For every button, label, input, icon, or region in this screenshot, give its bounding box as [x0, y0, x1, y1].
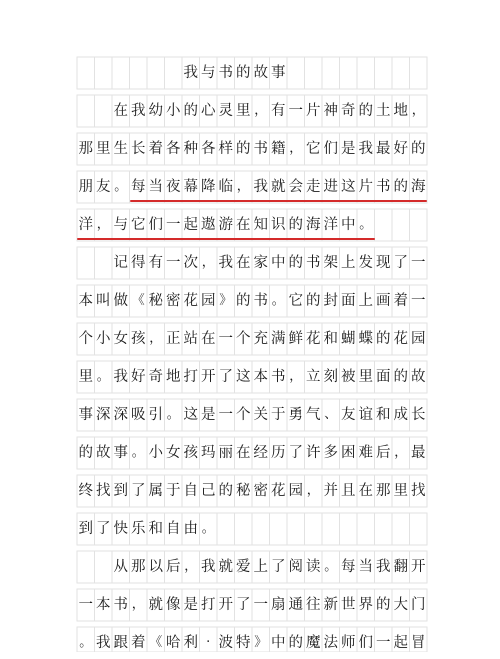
- character-cell: 是: [183, 597, 198, 613]
- character-cell: 园: [411, 331, 426, 347]
- character-cell: 满: [271, 331, 286, 347]
- character-cell: 洋: [78, 217, 93, 233]
- character-cell: 。: [359, 217, 373, 232]
- character-cell: 关: [253, 407, 268, 423]
- character-cell: 我: [113, 369, 128, 385]
- character-cell: 每: [131, 179, 146, 195]
- character-cell: 故: [96, 445, 111, 461]
- character-cell: 它: [306, 141, 321, 157]
- character-cell: 我: [253, 179, 268, 195]
- character-cell: 各: [166, 141, 181, 157]
- character-cell: 地: [166, 369, 181, 385]
- character-cell: 一: [288, 103, 303, 119]
- character-cell: 它: [288, 293, 303, 309]
- character-cell: 正: [166, 331, 181, 347]
- character-cell: 的: [393, 369, 408, 385]
- character-cell: 新: [323, 597, 338, 613]
- character-cell: 在: [236, 217, 251, 233]
- character-cell: 故: [411, 369, 426, 385]
- character-cell: 且: [341, 483, 356, 499]
- character-cell: 友: [341, 407, 356, 423]
- character-cell: 和: [376, 407, 391, 423]
- character-cell: ，: [254, 103, 268, 118]
- character-cell: 那: [78, 141, 93, 157]
- character-cell: 就: [148, 597, 163, 613]
- character-cell: 朋: [78, 179, 93, 195]
- character-cell: 里: [358, 369, 373, 385]
- character-cell: 个: [236, 407, 251, 423]
- character-cell: 谊: [358, 407, 373, 423]
- character-cell: 友: [96, 179, 111, 195]
- character-cell: 降: [201, 179, 216, 195]
- character-cell: 书: [306, 255, 321, 271]
- character-cell: 一: [218, 331, 233, 347]
- character-cell: 就: [271, 179, 286, 195]
- character-cell: 打: [183, 369, 198, 385]
- character-cell: 各: [201, 141, 216, 157]
- character-cell: 做: [113, 293, 128, 309]
- character-cell: 片: [306, 103, 321, 119]
- character-cell: 的: [218, 483, 233, 499]
- character-cell: 扇: [271, 597, 286, 613]
- character-cell: 的: [183, 103, 198, 119]
- character-cell: 起: [393, 635, 408, 651]
- character-cell: 利: [183, 635, 198, 651]
- character-cell: 法: [323, 635, 338, 651]
- highlight-underline: [77, 238, 375, 240]
- character-cell: 了: [96, 521, 111, 537]
- character-cell: 。: [271, 293, 285, 308]
- character-cell: 。: [166, 407, 180, 422]
- character-cell: 的: [376, 331, 391, 347]
- character-cell: 后: [376, 445, 391, 461]
- character-cell: 园: [288, 483, 303, 499]
- character-cell: 和: [323, 331, 338, 347]
- character-cell: 走: [306, 179, 321, 195]
- character-cell: 了: [218, 369, 233, 385]
- character-cell: 神: [323, 103, 338, 119]
- character-cell: 知: [253, 217, 268, 233]
- character-cell: 事: [113, 445, 128, 461]
- character-cell: 样: [218, 141, 233, 157]
- character-cell: 得: [131, 255, 146, 271]
- character-cell: 蝶: [358, 331, 373, 347]
- character-cell: 许: [306, 445, 321, 461]
- character-cell: 上: [253, 559, 268, 575]
- character-cell: 我: [201, 559, 216, 575]
- character-cell: 鲜: [288, 331, 303, 347]
- highlight-underline: [130, 200, 428, 202]
- character-cell: 小: [148, 445, 163, 461]
- character-cell: 书: [253, 141, 268, 157]
- character-cell: 里: [96, 141, 111, 157]
- character-cell: 它: [131, 217, 146, 233]
- character-cell: 识: [271, 217, 286, 233]
- character-cell: 着: [148, 141, 163, 157]
- character-cell: ，: [149, 331, 163, 346]
- character-cell: 架: [323, 255, 338, 271]
- character-cell: 着: [131, 635, 146, 651]
- character-cell: 我: [218, 255, 233, 271]
- character-cell: 我: [96, 635, 111, 651]
- character-cell: 通: [288, 597, 303, 613]
- character-cell: 密: [253, 483, 268, 499]
- character-cell: 。: [114, 179, 128, 194]
- character-cell: 被: [341, 369, 356, 385]
- character-cell: 是: [201, 407, 216, 423]
- character-cell: 家: [253, 255, 268, 271]
- character-cell: 。: [201, 521, 215, 536]
- character-cell: 经: [253, 445, 268, 461]
- character-cell: 的: [236, 65, 251, 81]
- character-cell: 我: [183, 65, 198, 81]
- character-cell: ，: [306, 483, 320, 498]
- character-cell: 中: [271, 255, 286, 271]
- character-cell: 翻: [393, 559, 408, 575]
- character-cell: ，: [96, 217, 110, 232]
- character-cell: 起: [183, 217, 198, 233]
- character-cell: 一: [78, 597, 93, 613]
- character-cell: 一: [166, 217, 181, 233]
- character-cell: 吸: [131, 407, 146, 423]
- character-cell: 上: [341, 255, 356, 271]
- character-cell: 书: [218, 65, 233, 81]
- character-cell: 小: [96, 331, 111, 347]
- character-cell: 于: [166, 483, 181, 499]
- character-cell: 像: [166, 597, 181, 613]
- character-cell: 的: [78, 445, 93, 461]
- character-cell: ，: [289, 141, 303, 156]
- character-cell: 心: [201, 103, 216, 119]
- character-cell: 的: [288, 635, 303, 651]
- character-cell: 们: [148, 217, 163, 233]
- character-cell: 师: [341, 635, 356, 651]
- character-cell: 在: [358, 483, 373, 499]
- character-cell: 的: [288, 255, 303, 271]
- character-cell: 了: [271, 559, 286, 575]
- character-cell: 会: [288, 179, 303, 195]
- character-cell: 门: [411, 597, 426, 613]
- character-cell: 了: [288, 445, 303, 461]
- character-cell: 终: [78, 483, 93, 499]
- character-cell: 好: [393, 141, 408, 157]
- character-cell: 属: [148, 483, 163, 499]
- character-cell: 游: [218, 217, 233, 233]
- character-cell: 有: [148, 255, 163, 271]
- character-cell: 最: [376, 141, 391, 157]
- character-cell: 我: [358, 141, 373, 157]
- character-cell: ，: [236, 179, 250, 194]
- character-cell: 了: [236, 597, 251, 613]
- character-cell: ，: [289, 369, 303, 384]
- character-cell: 故: [253, 65, 268, 81]
- character-cell: 在: [236, 445, 251, 461]
- character-cell: 和: [148, 521, 163, 537]
- character-cell: 。: [96, 369, 110, 384]
- character-cell: 小: [166, 103, 181, 119]
- character-cell: 面: [376, 369, 391, 385]
- character-cell: 开: [201, 369, 216, 385]
- character-cell: 的: [393, 179, 408, 195]
- character-cell: 站: [183, 331, 198, 347]
- character-cell: 多: [323, 445, 338, 461]
- character-cell: 玛: [201, 445, 216, 461]
- character-cell: 海: [306, 217, 321, 233]
- character-cell: 己: [201, 483, 216, 499]
- character-cell: 到: [78, 521, 93, 537]
- character-cell: 的: [236, 141, 251, 157]
- character-cell: 花: [183, 293, 198, 309]
- character-cell: 一: [411, 293, 426, 309]
- character-cell: ，: [131, 597, 145, 612]
- character-cell: 开: [411, 559, 426, 575]
- character-cell: 找: [411, 483, 426, 499]
- character-cell: 花: [271, 483, 286, 499]
- character-cell: 自: [166, 521, 181, 537]
- character-cell: 面: [341, 293, 356, 309]
- character-cell: 事: [271, 65, 286, 81]
- character-cell: 一: [218, 407, 233, 423]
- character-cell: 打: [201, 597, 216, 613]
- character-cell: 遨: [201, 217, 216, 233]
- character-cell: 乐: [131, 521, 146, 537]
- character-cell: 个: [78, 331, 93, 347]
- character-cell: 进: [323, 179, 338, 195]
- character-cell: 以: [148, 559, 163, 575]
- character-cell: 。: [131, 445, 145, 460]
- character-cell: 孩: [183, 445, 198, 461]
- character-cell: 书: [376, 179, 391, 195]
- character-cell: 的: [376, 597, 391, 613]
- character-cell: 一: [253, 597, 268, 613]
- character-cell: 世: [341, 597, 356, 613]
- character-cell: 蝴: [341, 331, 356, 347]
- character-cell: 发: [358, 255, 373, 271]
- character-cell: 现: [376, 255, 391, 271]
- character-cell: 幕: [183, 179, 198, 195]
- character-cell: 勇: [288, 407, 303, 423]
- character-cell: ，: [394, 445, 408, 460]
- character-cell: 有: [271, 103, 286, 119]
- character-cell: 着: [393, 293, 408, 309]
- character-cell: 女: [166, 445, 181, 461]
- character-cell: 书: [113, 597, 128, 613]
- character-cell: 片: [358, 179, 373, 195]
- character-cell: 与: [113, 217, 128, 233]
- character-cell: 本: [78, 293, 93, 309]
- character-cell: 了: [393, 255, 408, 271]
- character-cell: 界: [358, 597, 373, 613]
- character-cell: 们: [323, 141, 338, 157]
- character-cell: 最: [411, 445, 426, 461]
- character-cell: 籍: [271, 141, 286, 157]
- character-cell: 当: [148, 179, 163, 195]
- character-cell: 快: [113, 521, 128, 537]
- character-cell: ，: [184, 559, 198, 574]
- character-cell: 、: [324, 407, 338, 422]
- character-cell: 叫: [96, 293, 111, 309]
- character-cell: 的: [411, 141, 426, 157]
- character-cell: 的: [236, 293, 251, 309]
- character-cell: 一: [411, 255, 426, 271]
- character-cell: 在: [201, 331, 216, 347]
- character-cell: 并: [323, 483, 338, 499]
- character-cell: 长: [131, 141, 146, 157]
- character-cell: 书: [271, 369, 286, 385]
- character-cell: 奇: [341, 103, 356, 119]
- character-cell: 《: [131, 293, 145, 308]
- character-cell: 本: [96, 597, 111, 613]
- character-cell: 在: [113, 103, 128, 119]
- character-cell: 夜: [166, 179, 181, 195]
- character-cell: 气: [306, 407, 321, 423]
- character-cell: 开: [218, 597, 233, 613]
- character-cell: 冒: [411, 635, 426, 651]
- character-cell: ·: [206, 635, 211, 650]
- character-cell: 充: [253, 331, 268, 347]
- character-cell: 一: [166, 255, 181, 271]
- character-cell: 园: [201, 293, 216, 309]
- character-cell: 跟: [113, 635, 128, 651]
- character-cell: 找: [96, 483, 111, 499]
- character-cell: 哈: [166, 635, 181, 651]
- character-cell: 个: [236, 331, 251, 347]
- character-cell: 海: [411, 179, 426, 195]
- character-cell: 与: [201, 65, 216, 81]
- character-cell: 我: [376, 559, 391, 575]
- character-cell: 记: [113, 255, 128, 271]
- character-cell: 成: [393, 407, 408, 423]
- character-cell: ，: [411, 103, 425, 118]
- character-cell: 女: [113, 331, 128, 347]
- character-cell: 于: [271, 407, 286, 423]
- character-cell: 爱: [236, 559, 251, 575]
- character-cell: 大: [393, 597, 408, 613]
- character-cell: 这: [236, 369, 251, 385]
- character-cell: 临: [218, 179, 233, 195]
- character-cell: 那: [131, 559, 146, 575]
- character-cell: 由: [183, 521, 198, 537]
- character-cell: 秘: [148, 293, 163, 309]
- character-cell: 一: [376, 635, 391, 651]
- character-cell: 。: [324, 559, 338, 574]
- character-cell: 丽: [218, 445, 233, 461]
- character-cell: 封: [323, 293, 338, 309]
- character-cell: 好: [131, 369, 146, 385]
- character-cell: 后: [166, 559, 181, 575]
- character-cell: 当: [358, 559, 373, 575]
- character-cell: 自: [183, 483, 198, 499]
- character-cell: 奇: [148, 369, 163, 385]
- character-cell: 难: [358, 445, 373, 461]
- character-cell: 这: [183, 407, 198, 423]
- character-cell: 花: [393, 331, 408, 347]
- character-cell: 那: [376, 483, 391, 499]
- character-cell: 上: [358, 293, 373, 309]
- character-cell: 画: [376, 293, 391, 309]
- character-cell: 我: [131, 103, 146, 119]
- character-cell: 阅: [288, 559, 303, 575]
- character-cell: 中: [271, 635, 286, 651]
- character-cell: 灵: [218, 103, 233, 119]
- character-cell: 《: [149, 635, 163, 650]
- character-cell: 波: [218, 635, 233, 651]
- character-cell: 读: [306, 559, 321, 575]
- character-cell: ，: [201, 255, 215, 270]
- character-cell: 土: [376, 103, 391, 119]
- character-cell: 。: [79, 635, 93, 650]
- character-cell: 中: [341, 217, 356, 233]
- character-cell: 书: [253, 293, 268, 309]
- character-cell: 是: [341, 141, 356, 157]
- character-cell: 特: [236, 635, 251, 651]
- character-cell: 本: [253, 369, 268, 385]
- character-cell: 从: [113, 559, 128, 575]
- character-cell: 幼: [148, 103, 163, 119]
- character-cell: 生: [113, 141, 128, 157]
- character-cell: 种: [183, 141, 198, 157]
- character-cell: 里: [393, 483, 408, 499]
- character-cell: 次: [183, 255, 198, 271]
- character-cell: 洋: [323, 217, 338, 233]
- character-cell: 立: [306, 369, 321, 385]
- character-cell: 里: [78, 369, 93, 385]
- character-cell: 到: [113, 483, 128, 499]
- character-cell: 密: [166, 293, 181, 309]
- character-cell: 往: [306, 597, 321, 613]
- character-cell: 地: [393, 103, 408, 119]
- character-cell: 的: [306, 293, 321, 309]
- character-cell: 》: [219, 293, 233, 308]
- character-cell: 的: [358, 103, 373, 119]
- character-cell: 困: [341, 445, 356, 461]
- character-cell: 》: [254, 635, 268, 650]
- character-cell: 的: [288, 217, 303, 233]
- character-cell: 历: [271, 445, 286, 461]
- character-cell: 刻: [323, 369, 338, 385]
- character-cell: 在: [236, 255, 251, 271]
- character-cell: 就: [218, 559, 233, 575]
- character-cell: 长: [411, 407, 426, 423]
- character-cell: 里: [236, 103, 251, 119]
- character-cell: 每: [341, 559, 356, 575]
- character-cell: 花: [306, 331, 321, 347]
- character-cell: 这: [341, 179, 356, 195]
- character-cell: 秘: [236, 483, 251, 499]
- character-cell: 深: [96, 407, 111, 423]
- character-cell: 魔: [306, 635, 321, 651]
- character-cell: 引: [148, 407, 163, 423]
- character-cell: 孩: [131, 331, 146, 347]
- character-cell: 了: [131, 483, 146, 499]
- character-cell: 深: [113, 407, 128, 423]
- character-cell: 事: [78, 407, 93, 423]
- character-cell: 们: [358, 635, 373, 651]
